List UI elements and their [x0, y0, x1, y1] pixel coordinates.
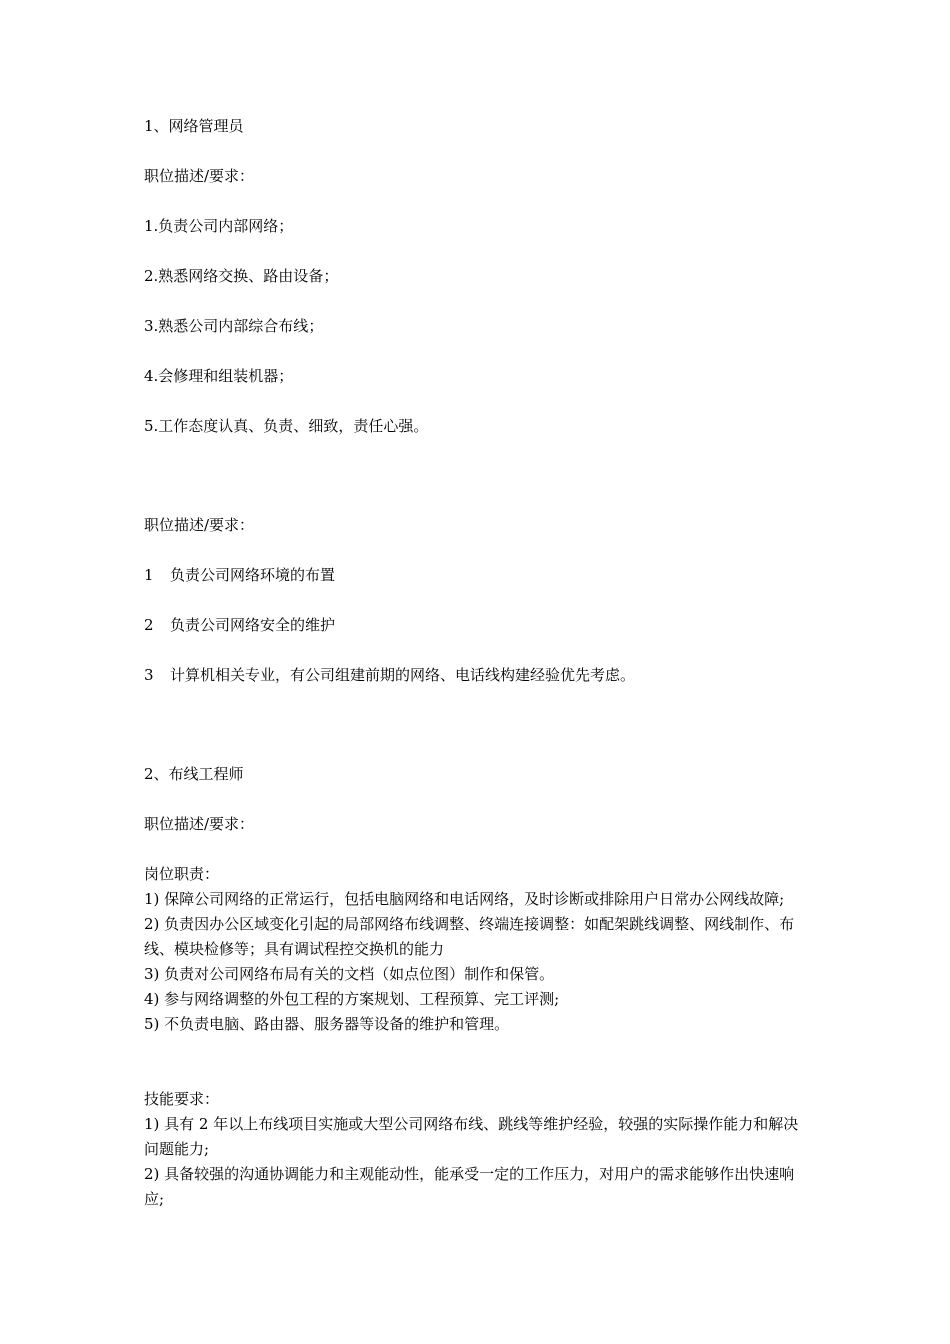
list-item — [144, 563, 335, 588]
duties-title: 岗位职责： — [144, 865, 220, 883]
list-item-text: 负责公司网络安全的维护 — [170, 616, 336, 634]
list-item — [144, 613, 335, 638]
section1-label1: 职位描述/要求： — [144, 167, 255, 185]
section2-title: 2、布线工程师 — [144, 765, 244, 783]
section1-label2: 职位描述/要求： — [144, 516, 255, 534]
duty-item: 5) 不负责电脑、路由器、服务器等设备的维护和管理。 — [144, 1015, 510, 1033]
list-item-text: 计算机相关专业，有公司组建前期的网络、电话线构建经验优先考虑。 — [170, 666, 636, 684]
list-item-text: 负责公司网络环境的布置 — [170, 566, 336, 584]
section2-label: 职位描述/要求： — [144, 815, 255, 833]
duty-item: 3) 负责对公司网络布局有关的文档（如点位图）制作和保管。 — [144, 965, 555, 983]
list-item-number: 3 — [144, 666, 154, 684]
list-item: 5.工作态度认真、负责、细致，责任心强。 — [144, 417, 429, 435]
list-item: 4.会修理和组装机器； — [144, 367, 294, 385]
skill-item: 2) 具备较强的沟通协调能力和主观能动性，能承受一定的工作压力，对用户的需求能够作出快速响应; — [144, 1165, 795, 1208]
duty-item: 1) 保障公司网络的正常运行，包括电脑网络和电话网络，及时诊断或排除用户日常办公网线故障; — [144, 890, 785, 908]
list-item-number: 1 — [144, 566, 154, 584]
duty-item: 4) 参与网络调整的外包工程的方案规划、工程预算、完工评测; — [144, 990, 560, 1008]
list-item-number: 2 — [144, 616, 154, 634]
list-item: 2.熟悉网络交换、路由设备； — [144, 267, 339, 285]
list-item — [144, 663, 635, 688]
skill-item: 1) 具有 2 年以上布线项目实施或大型公司网络布线、跳线等维护经验，较强的实际操作能力和解决问题能力; — [144, 1115, 799, 1158]
list-item: 3.熟悉公司内部综合布线； — [144, 317, 324, 335]
skills-title: 技能要求： — [144, 1090, 220, 1108]
list-item: 1.负责公司内部网络； — [144, 217, 294, 235]
duty-item: 2) 负责因办公区域变化引起的局部网络布线调整、终端连接调整：如配架跳线调整、网线制作、布线、模块检修等；具有调试程控交换机的能力 — [144, 915, 795, 958]
skills-block — [144, 1087, 808, 1212]
duties-block — [144, 862, 808, 1037]
section1-title: 1、网络管理员 — [144, 117, 244, 135]
